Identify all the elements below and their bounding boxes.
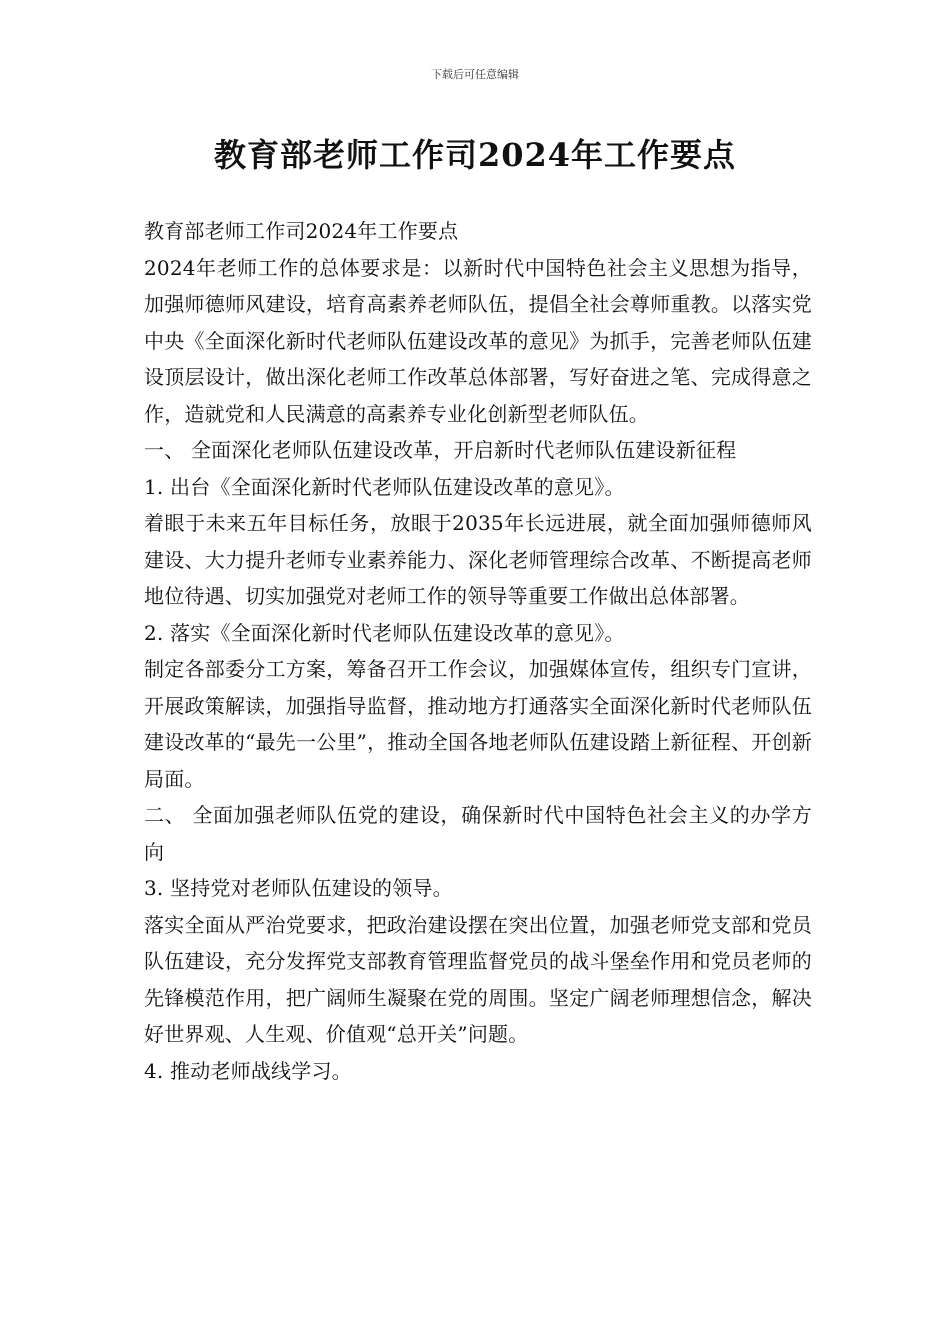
item-heading-1: 1. 出台《全面深化新时代老师队伍建设改革的意见》。 — [144, 474, 625, 499]
document-title: 教育部老师工作司2024年工作要点 — [213, 136, 737, 174]
item-heading-3: 3. 坚持党对老师队伍建设的领导。 — [144, 876, 453, 900]
paragraph-general-requirements: 2024年老师工作的总体要求是：以新时代中国特色社会主义思想为指导，加强师德师风建设，培育高素养老师队伍，提倡全社会尊师重教。以落实党中央《全面深化新时代老师队伍建设改革的意见》为抓手，完善老师队伍建设顶层设计，做出深化老师工作改革总体部署，写好奋进之笔、完成得意之作，造就党和人民满意的高素养专业化创新型老师队伍。 — [144, 255, 812, 426]
document-body — [144, 213, 812, 1089]
item-heading-4: 4. 推动老师战线学习。 — [144, 1058, 352, 1083]
item-body-3: 落实全面从严治党要求，把政治建设摆在突出位置，加强老师党支部和党员队伍建设，充分发挥党支部教育管理监督党员的战斗堡垒作用和党员老师的先锋模范作用，把广阔师生凝聚在党的周围。坚定广阔老师理想信念，解决好世界观、人生观、价值观“总开关”问题。 — [144, 912, 812, 1046]
item-body-2: 制定各部委分工方案，筹备召开工作会议，加强媒体宣传，组织专门宣讲，开展政策解读，加强指导监督，推动地方打通落实全面深化新时代老师队伍建设改革的“最先一公里”，推动全国各地老师队伍建设踏上新征程、开创新局面。 — [144, 657, 812, 791]
section-heading-1: 一、 全面深化老师队伍建设改革，开启新时代老师队伍建设新征程 — [144, 438, 737, 462]
header-note: 下载后可任意编辑 — [431, 68, 519, 81]
paragraph-subtitle: 教育部老师工作司2024年工作要点 — [144, 219, 459, 243]
item-body-1: 着眼于未来五年目标任务，放眼于2035年长远进展，就全面加强师德师风建设、大力提升老师专业素养能力、深化老师管理综合改革、不断提高老师地位待遇、切实加强党对老师工作的领导等重要工作做出总体部署。 — [144, 511, 812, 608]
item-heading-2: 2. 落实《全面深化新时代老师队伍建设改革的意见》。 — [144, 620, 625, 645]
section-heading-2: 二、 全面加强老师队伍党的建设，确保新时代中国特色社会主义的办学方向 — [144, 803, 812, 864]
